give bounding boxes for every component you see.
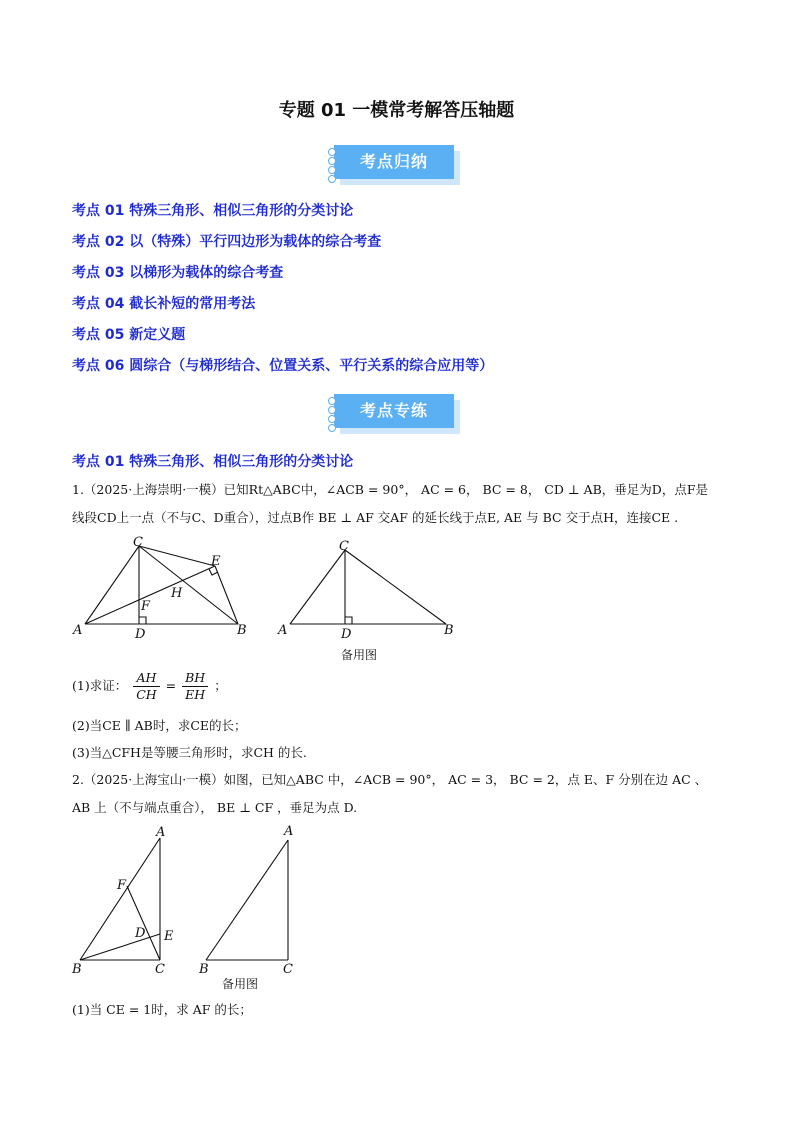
fraction-denominator: EH: [185, 687, 206, 702]
label-H: H: [171, 586, 183, 601]
topic-item[interactable]: 考点 06 圆综合（与梯形结合、位置关系、平行关系的综合应用等）: [72, 358, 494, 374]
q1-suffix: ；: [214, 678, 227, 693]
topic-item[interactable]: 考点 04 截长补短的常用考法: [72, 296, 256, 312]
segment-FC: [127, 886, 160, 960]
label-E: E: [164, 929, 174, 944]
q1-prefix: (1)求证：: [72, 678, 128, 693]
spare-label-A: A: [284, 824, 294, 839]
label-B: B: [237, 623, 247, 638]
spare-label-B: B: [199, 962, 209, 977]
spare-label-B: B: [444, 623, 454, 638]
spare-figure-caption: 备用图: [341, 648, 378, 662]
spare-label-D: D: [341, 627, 352, 642]
spare-label-C: C: [283, 962, 293, 977]
problem1-line2: 线段CD上一点（不与C、D重合），过点B作 BE ⊥ AF 交AF 的延长线于点E, AE 与 BC 交于点H，连接CE .: [72, 510, 679, 525]
problem1-line1: 1.（2025·上海崇明·一模）已知Rt△ABC中，∠ACB = 90°， AC = 6， BC = 8， CD ⊥ AB，垂足为D，点F是: [72, 482, 709, 497]
label-C: C: [133, 535, 143, 550]
label-D: D: [135, 627, 146, 642]
segment-BA: [80, 838, 160, 960]
problem2-q1: (1)当 CE = 1时，求 AF 的长；: [72, 1002, 252, 1017]
label-B: B: [72, 962, 82, 977]
problem2-line1: 2.（2025·上海宝山·一模）如图，已知△ABC 中，∠ACB = 90°， AC = 3， BC = 2，点 E、F 分别在边 AC 、: [72, 772, 708, 787]
topic-item[interactable]: 考点 02 以（特殊）平行四边形为载体的综合考查: [72, 234, 382, 250]
segment-BE: [80, 934, 160, 960]
topic-item[interactable]: 考点 05 新定义题: [72, 327, 186, 343]
equals-sign: =: [165, 678, 177, 693]
problem1-q2: (2)当CE ∥ AB时，求CE的长；: [72, 718, 247, 733]
spare-label-C: C: [339, 539, 349, 554]
spare-label-A: A: [278, 623, 288, 638]
page-title: 专题 01 一模常考解答压轴题: [278, 100, 515, 121]
spare-figure-caption: 备用图: [222, 977, 259, 991]
fraction-numerator: AH: [133, 670, 159, 687]
topic-item[interactable]: 考点 03 以梯形为载体的综合考查: [72, 265, 284, 281]
spare-segment-BA: [206, 840, 288, 960]
fraction-denominator: CH: [136, 687, 157, 702]
label-A: A: [156, 825, 166, 840]
topic-item[interactable]: 考点 01 特殊三角形、相似三角形的分类讨论: [72, 203, 354, 219]
label-D: D: [135, 926, 146, 941]
label-C: C: [155, 962, 165, 977]
section-heading: 考点 01 特殊三角形、相似三角形的分类讨论: [72, 454, 354, 470]
problem1-q3: (3)当△CFH是等腰三角形时，求CH 的长.: [72, 745, 307, 760]
label-F: F: [141, 599, 151, 614]
label-E: E: [211, 554, 221, 569]
label-F: F: [117, 878, 127, 893]
banner-practice-label: 考点专练: [359, 401, 428, 420]
label-A: A: [73, 623, 83, 638]
problem2-line2: AB 上（不与端点重合）， BE ⊥ CF ，垂足为点 D.: [72, 800, 358, 815]
fraction-numerator: BH: [182, 670, 208, 687]
banner-summary-label: 考点归纳: [359, 152, 428, 171]
